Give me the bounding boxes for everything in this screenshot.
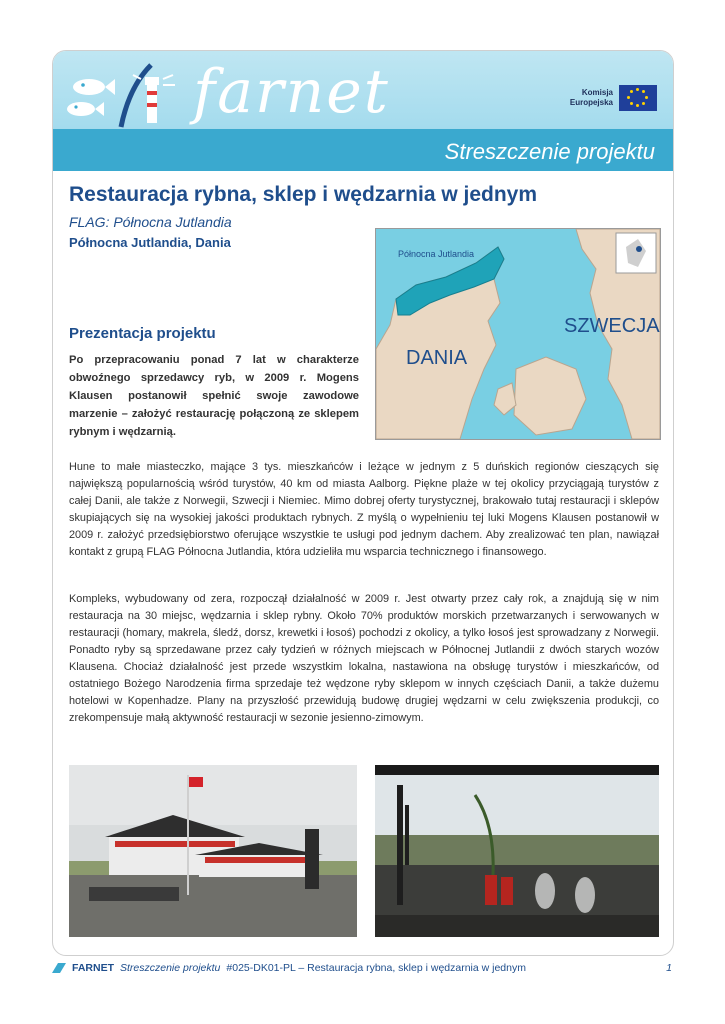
region-name: Północna Jutlandia, Dania — [69, 235, 231, 250]
farnet-logo-icon — [59, 57, 189, 131]
eu-label-line1: Komisja — [581, 88, 613, 97]
restaurant-interior-photo — [375, 765, 659, 937]
farnet-mark-icon — [52, 963, 66, 973]
footer-doc-type: Streszczenie projektu — [120, 962, 221, 974]
section-heading: Prezentacja projektu — [69, 325, 216, 342]
lead-paragraph: Po przepracowaniu ponad 7 lat w charakterze obwoźnego sprzedawcy ryb, w 2009 r. Mogens Klausen postanowił spełnić swoje zawodowe marzenie – założyć restaurację połączoną ze sklepem rybnym i wędzarnią. — [69, 354, 359, 438]
body-paragraph-2: Kompleks, wybudowany od zera, rozpoczął działalność w 2009 r. Jest otwarty przez cały rok, a znajdują się w nim restauracja na 30 miejsc, wędzarnia i sklep rybny. Około 70% produktów morskich przetwarzanych i serwowanych w restauracji (homary, makrela, śledź, dorsz, krewetki i łosoś) pochodzi z okolicy, a tylko łosoś jest sprowadzany z Norwegii. Ponadto ryby są sprzedawane przez cały tydzień w różnych miejscach w Północnej Jutlandii z dwóch starych wozów Klausena. Chociaż działalność jest przede wszystkim lokalna, nastawiona na obsługę turystów i mieszkańców, od ostatniego Bożego Narodzenia firma sprzedaje też wędzone ryby sklepom w innych częściach Danii, a także dużemu hotelowi w Kopenhadze. Plany na przyszłość przewidują budowę drugiej wędzarni w celu zwiększenia produkcji, co zrekompensuje małą aktywność restauracji w sezonie jesienno-zimowym. — [69, 593, 659, 724]
page-frame — [52, 50, 674, 956]
eu-logo — [570, 85, 657, 111]
location-map — [375, 228, 661, 440]
map-region-label: Północna Jutlandia — [398, 249, 475, 259]
farnet-logo-text: farnet — [193, 57, 390, 127]
flag-name: FLAG: Północna Jutlandia — [69, 214, 232, 230]
map-neighbor-label: SZWECJA — [564, 315, 660, 337]
eu-label-line2: Europejska — [569, 98, 613, 107]
restaurant-exterior-photo — [69, 765, 357, 937]
summary-label: Streszczenie projektu — [444, 139, 655, 164]
eu-flag-icon — [619, 85, 657, 111]
footer-doc-ref: #025-DK01-PL – Restauracja rybna, sklep i wędzarnia w jednym — [226, 962, 526, 974]
eu-label — [570, 88, 613, 108]
page-footer — [52, 962, 672, 974]
footer-brand: FARNET — [72, 962, 114, 974]
page-title: Restauracja rybna, sklep i wędzarnia w jednym — [69, 183, 538, 206]
body-paragraph-1: Hune to małe miasteczko, mające 3 tys. mieszkańców i leżące w jednym z 5 duńskich regionów cieszących się największą popularnością wśród turystów, 40 km od miasta Aalborg. Piękne plaże w tej okolicy przyciągają turystów z całej Danii, ale także z Norwegii, Szwecji i Niemiec. Mimo dobrej oferty turystycznej, brakowało tutaj restauracji i sklepów skupiających się na wysokiej jakości produktach rybnych. Z myślą o wypełnieniu tej luki Mogens Klausen postanowił w 2009 r. założyć przedsiębiorstwo oferujące wszystkie te usługi pod jednym dachem. Aby zrealizować ten plan, nawiązał kontakt z grupą FLAG Północna Jutlandia, która udzieliła mu wsparcia technicznego i finansowego. — [69, 461, 659, 558]
page-number: 1 — [666, 962, 672, 974]
header-banner — [53, 51, 673, 171]
map-country-label: DANIA — [406, 347, 468, 369]
